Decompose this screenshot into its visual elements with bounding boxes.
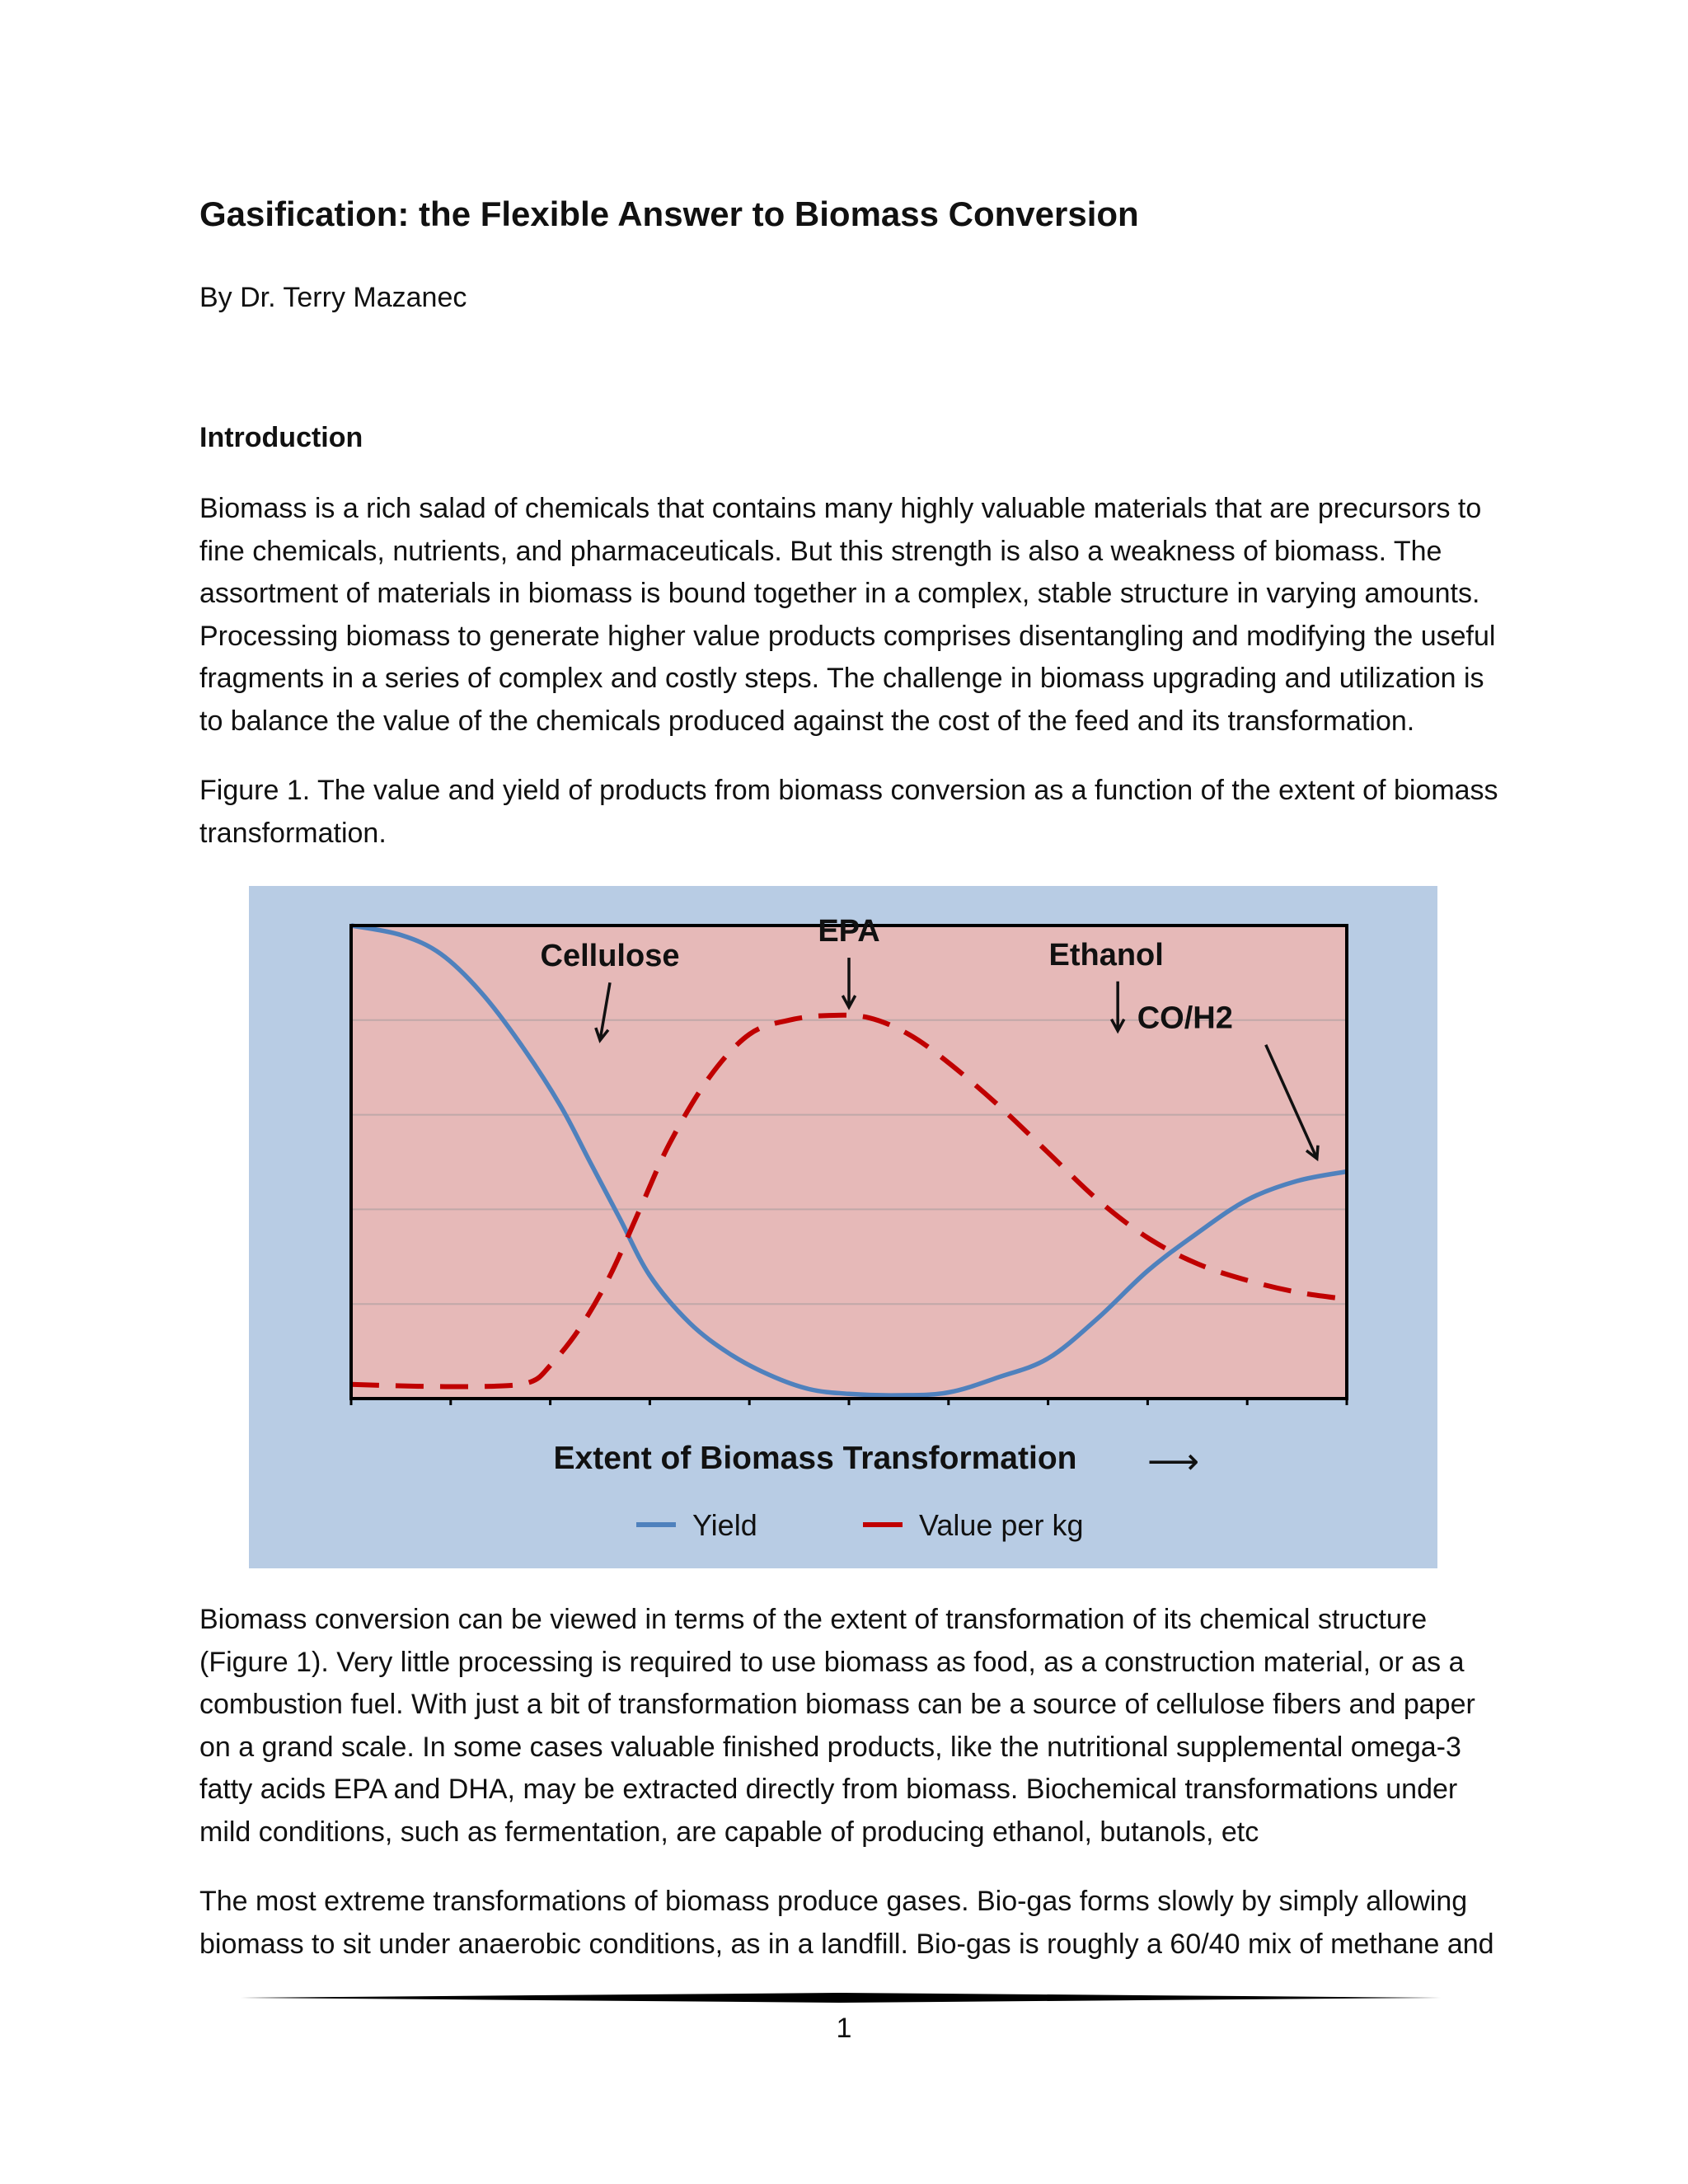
text-line: to balance the value of the chemicals produced against the cost of the feed and its transformation. [199,705,1415,737]
chart-canvas [249,886,1437,1568]
text-line: (Figure 1). Very little processing is required to use biomass as food, as a construction material, or as a [199,1646,1465,1678]
footer-divider [241,1993,1441,2003]
paragraph-gases [199,1881,1510,1966]
x-axis-label: Extent of Biomass Transformation [553,1441,1077,1476]
page-title: Gasification: the Flexible Answer to Biomass Conversion [199,194,1139,233]
annotation-label-co-h2: CO/H2 [1137,1001,1233,1036]
text-line: transformation. [199,817,387,849]
x-axis-arrow-icon: ⟶ [1147,1441,1200,1483]
section-heading-introduction: Introduction [199,422,363,453]
text-line: fatty acids EPA and DHA, may be extracted directly from biomass. Biochemical transformations under [199,1774,1458,1805]
byline: By Dr. Terry Mazanec [199,282,467,313]
figure-1-chart [249,886,1437,1568]
page-number: 1 [836,2013,852,2044]
text-line: combustion fuel. With just a bit of transformation biomass can be a source of cellulose fibers and paper [199,1689,1475,1720]
paragraph-intro [199,488,1510,743]
text-line: Processing biomass to generate higher value products comprises disentangling and modifying the useful [199,620,1496,652]
text-line: The most extreme transformations of biomass produce gases. Bio-gas forms slowly by simply allowing [199,1886,1468,1917]
legend-label-yield: Yield [692,1508,757,1542]
annotation-label-cellulose: Cellulose [540,939,680,974]
paragraph-conversion [199,1599,1510,1854]
annotation-label-ethanol: Ethanol [1048,937,1164,972]
text-line: assortment of materials in biomass is bound together in a complex, stable structure in varying amounts. [199,578,1480,609]
annotation-label-epa: EPA [818,914,880,949]
text-line: fragments in a series of complex and costly steps. The challenge in biomass upgrading and utilization is [199,663,1484,694]
text-line: Figure 1. The value and yield of products from biomass conversion as a function of the extent of biomass [199,775,1498,806]
text-line: on a grand scale. In some cases valuable finished products, like the nutritional supplemental omega-3 [199,1731,1461,1763]
text-line: fine chemicals, nutrients, and pharmaceuticals. But this strength is also a weakness of biomass. The [199,535,1442,567]
text-line: Biomass is a rich salad of chemicals that contains many highly valuable materials that are precursors to [199,493,1482,524]
legend-label-value-per-kg: Value per kg [919,1508,1084,1542]
text-line: Biomass conversion can be viewed in terms of the extent of transformation of its chemical structure [199,1604,1428,1635]
figure-caption [199,770,1510,855]
text-line: mild conditions, such as fermentation, are capable of producing ethanol, butanols, etc [199,1816,1259,1848]
text-line: biomass to sit under anaerobic conditions, as in a landfill. Bio-gas is roughly a 60/40 mix of methane and [199,1928,1494,1960]
